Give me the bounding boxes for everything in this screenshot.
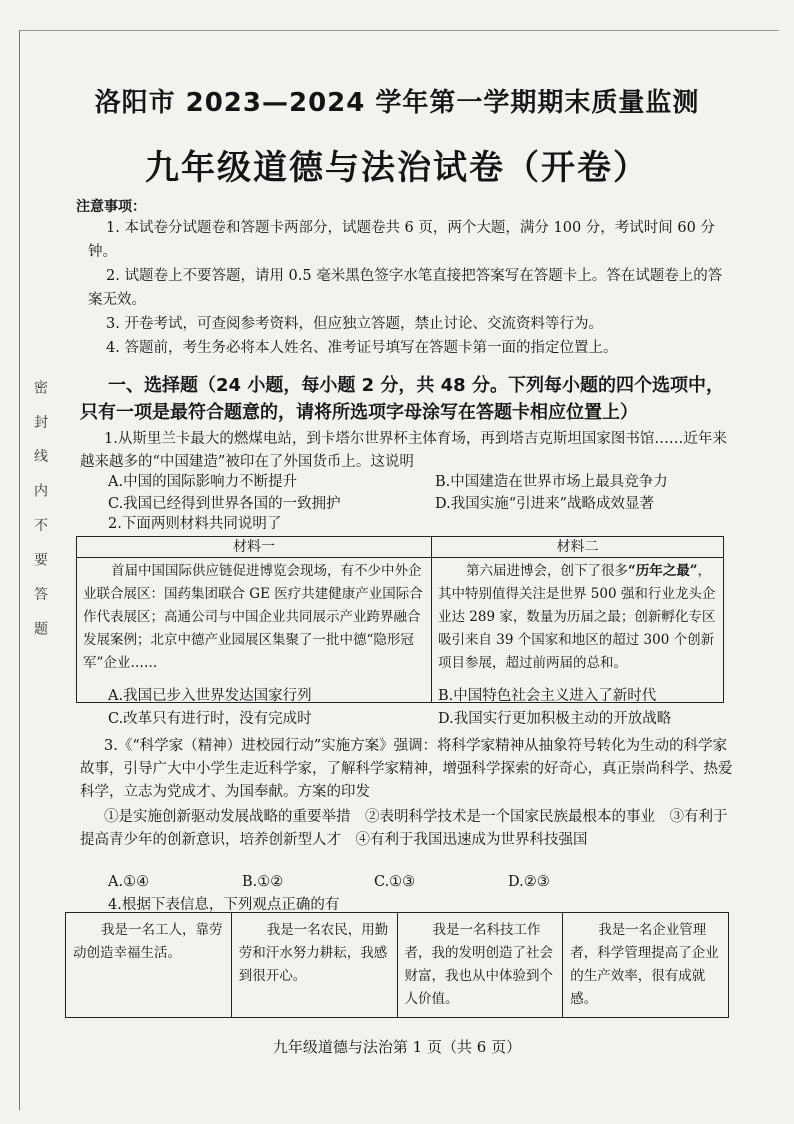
question-4-stem: 4.根据下表信息，下列观点正确的有	[108, 897, 340, 913]
q1-option-d[interactable]: D.我国实施“引进来”战略成效显著	[435, 496, 655, 512]
question-3-stem: 3.《“科学家（精神）进校园行动”实施方案》强调：将科学家精神从抽象符号转化为生动的科学家故事，引导广大中小学生走近科学家，了解科学家精神，增强科学探索的好奇心，真正崇尚科学、热爱科学，立志为党成才、为国奉献。方案的印发	[80, 738, 733, 800]
page-footer: 九年级道德与法治第 1 页（共 6 页）	[272, 1038, 522, 1056]
material-2-text-post: ，其中特别值得关注是世界 500 强和行业龙头企业达 289 家，数量为历届之最；创新孵化专区吸引来自 39 个国家和地区的超过 300 个创新项目参展，超过前两届的总和。	[438, 563, 716, 671]
q3-choice-d[interactable]: D.②③	[508, 874, 550, 890]
q1-option-a[interactable]: A.中国的国际影响力不断提升	[108, 474, 298, 490]
q3-choice-a[interactable]: A.①④	[108, 874, 150, 890]
seal-line-text: 密 封 线 内 不 要 答 题	[32, 380, 48, 644]
exam-subtitle: 九年级道德与法治试卷（开卷）	[145, 148, 649, 188]
material-1-header: 材料一	[77, 537, 432, 558]
note-item: 3. 开卷考试，可查阅参考资料，但应独立答题，禁止讨论、交流资料等行为。	[106, 316, 603, 332]
note-item: 4. 答题前，考生务必将本人姓名、准考证号填写在答题卡第一面的指定位置上。	[106, 340, 618, 356]
notes-title: 注意事项：	[76, 199, 146, 215]
q4-cell-scientist: 我是一名科技工作者，我的发明创造了社会财富，我也从中体验到个人价值。	[397, 913, 563, 1018]
q3-choice-c[interactable]: C.①③	[374, 874, 416, 890]
q4-cell-farmer: 我是一名农民，用勤劳和汗水努力耕耘，我感到很开心。	[231, 913, 397, 1018]
section-heading: 一、选择题（24 小题，每小题 2 分，共 48 分。下列每小题的四个选项中，只有一项是最符合题意的，请将所选项字母涂写在答题卡相应位置上）	[80, 375, 724, 423]
question-3-statements: ①是实施创新驱动发展战略的重要举措 ②表明科学技术是一个国家民族最根本的事业 ③有利于提高青少年的创新意识，培养创新型人才 ④有利于我国迅速成为世界科技强国	[80, 809, 728, 848]
q4-info-table	[65, 912, 729, 1018]
q4-cell-worker: 我是一名工人，靠劳动创造幸福生活。	[66, 913, 232, 1018]
material-1-text: 首届中国国际供应链促进博览会现场，有不少中外企业联合展区：国药集团联合 GE 医疗共建健康产业国际合作代表展区；高通公司与中国企业共同展示产业跨界融合发展案例；北京中德产业园展区集聚了一批中德“隐形冠军”企业……	[77, 558, 432, 703]
material-2-text-pre: 第六届进博会，创下了很多	[466, 563, 628, 579]
q2-option-c[interactable]: C.改革只有进行时，没有完成时	[108, 711, 312, 727]
page-border-top	[19, 30, 779, 31]
q1-option-b[interactable]: B.中国建造在世界市场上最具竞争力	[435, 474, 668, 490]
q1-option-c[interactable]: C.我国已经得到世界各国的一致拥护	[108, 496, 341, 512]
q2-option-b[interactable]: B.中国特色社会主义进入了新时代	[438, 688, 657, 704]
note-item: 2. 试题卷上不要答题，请用 0.5 毫米黑色签字水笔直接把答案写在答题卡上。答在试题卷上的答案无效。	[88, 268, 723, 308]
q2-option-d[interactable]: D.我国实行更加积极主动的开放战略	[438, 711, 672, 727]
q3-choice-b[interactable]: B.①②	[242, 874, 284, 890]
q2-option-a[interactable]: A.我国已步入世界发达国家行列	[108, 688, 312, 704]
question-1-stem: 1.从斯里兰卡最大的燃煤电站，到卡塔尔世界杯主体育场，再到塔吉克斯坦国家图书馆……近年来越来越多的“中国建造”被印在了外国货币上。这说明	[80, 431, 727, 470]
q2-material-table	[76, 536, 724, 703]
material-2-cell	[432, 558, 724, 703]
q4-cell-manager: 我是一名企业管理者，科学管理提高了企业的生产效率，很有成就感。	[563, 913, 729, 1018]
material-2-highlight: “历年之最”	[628, 563, 698, 579]
note-item: 1. 本试卷分试题卷和答题卡两部分，试题卷共 6 页，两个大题，满分 100 分，考试时间 60 分钟。	[88, 220, 715, 260]
seal-line	[19, 30, 20, 1110]
question-2-stem: 2.下面两则材料共同说明了	[108, 516, 282, 532]
material-2-header: 材料二	[432, 537, 724, 558]
exam-header-title: 洛阳市 2023—2024 学年第一学期期末质量监测	[94, 88, 700, 118]
